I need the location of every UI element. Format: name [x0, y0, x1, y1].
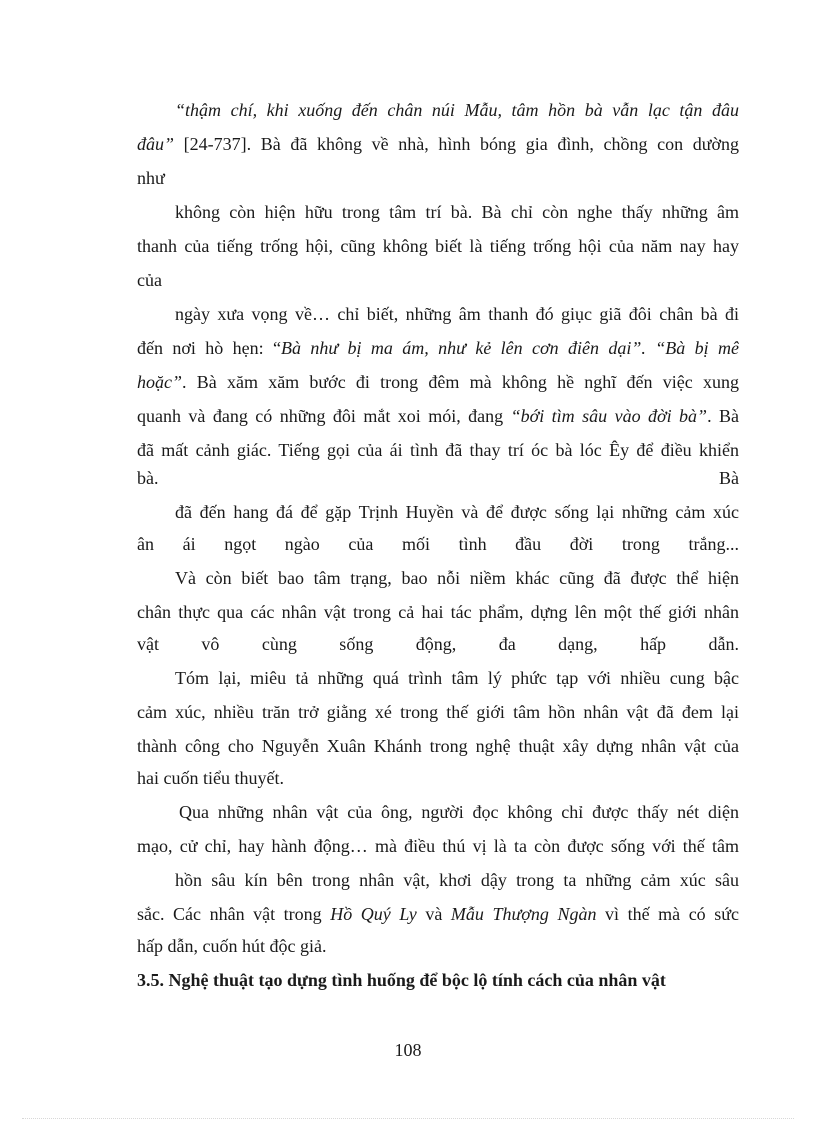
- p1-line-2: đâu” [24-737]. Bà đã không về nhà, hình bóng gia đình, chồng con dường: [137, 134, 739, 154]
- p6-line-2: cảm xúc, nhiều trăn trở giằng xé trong thế giới tâm hồn nhân vật đã đem lại: [137, 702, 739, 722]
- p4-line-2: ân ái ngọt ngào của mối tình đầu đời trong trắng...: [137, 534, 739, 554]
- section-heading: 3.5. Nghệ thuật tạo dựng tình huống để bộc lộ tính cách của nhân vật: [137, 970, 666, 990]
- p2-line-2: thanh của tiếng trống hội, cũng không biết là tiếng trống hội của năm nay hay: [137, 236, 739, 256]
- p5-line-2: chân thực qua các nhân vật trong cả hai tác phẩm, dựng lên một thế giới nhân: [137, 602, 739, 622]
- p7-line-1: Qua những nhân vật của ông, người đọc không chỉ được thấy nét diện: [179, 802, 739, 822]
- p3-line-2: đến nơi hò hẹn: “Bà như bị ma ám, như kẻ lên cơn điên dại”. “Bà bị mê: [137, 338, 739, 358]
- p1-line-1: “thậm chí, khi xuống đến chân núi Mẫu, tâm hồn bà vẫn lạc tận đâu: [175, 100, 739, 120]
- p3-line-4: quanh và đang có những đôi mắt xoi mói, đang “bới tìm sâu vào đời bà”. Bà: [137, 406, 740, 426]
- p6-line-1: Tóm lại, miêu tả những quá trình tâm lý phức tạp với nhiều cung bậc: [175, 668, 739, 688]
- p7-line-2: mạo, cử chỉ, hay hành động… mà điều thú vị là ta còn được sống với thế tâm: [137, 836, 739, 856]
- page-number: 108: [394, 1040, 422, 1060]
- p6-line-4: hai cuốn tiểu thuyết.: [137, 768, 284, 788]
- p1-line-3: như: [137, 168, 165, 188]
- p2-line-3: của: [137, 270, 162, 290]
- p3-line-3: hoặc”. Bà xăm xăm bước đi trong đêm mà không hề nghĩ đến việc xung: [137, 372, 739, 392]
- p5-line-3: vật vô cùng sống động, đa dạng, hấp dẫn.: [137, 634, 739, 654]
- p5-line-1: Và còn biết bao tâm trạng, bao nỗi niềm khác cũng đã được thể hiện: [175, 568, 739, 588]
- p3-line-5: đã mất cảnh giác. Tiếng gọi của ái tình đã thay trí óc bà lóc Êy để điều khiển: [137, 440, 739, 460]
- p8-line-1: hồn sâu kín bên trong nhân vật, khơi dậy trong ta những cảm xúc sâu: [175, 870, 739, 890]
- p2-line-1: không còn hiện hữu trong tâm trí bà. Bà chỉ còn nghe thấy những âm: [175, 202, 739, 222]
- p3-line-6: bà. Bà: [137, 468, 739, 488]
- p8-line-2: sắc. Các nhân vật trong Hồ Quý Ly và Mẫu Thượng Ngàn vì thế mà có sức: [137, 904, 739, 924]
- p8-line-3: hấp dẫn, cuốn hút độc giả.: [137, 936, 327, 956]
- p3-line-1: ngày xưa vọng về… chỉ biết, những âm thanh đó giục giã đôi chân bà đi: [175, 304, 739, 324]
- p6-line-3: thành công cho Nguyễn Xuân Khánh trong nghệ thuật xây dựng nhân vật của: [137, 736, 739, 756]
- footer-divider: [22, 1118, 794, 1119]
- p4-line-1: đã đến hang đá để gặp Trịnh Huyền và để được sống lại những cảm xúc: [175, 502, 739, 522]
